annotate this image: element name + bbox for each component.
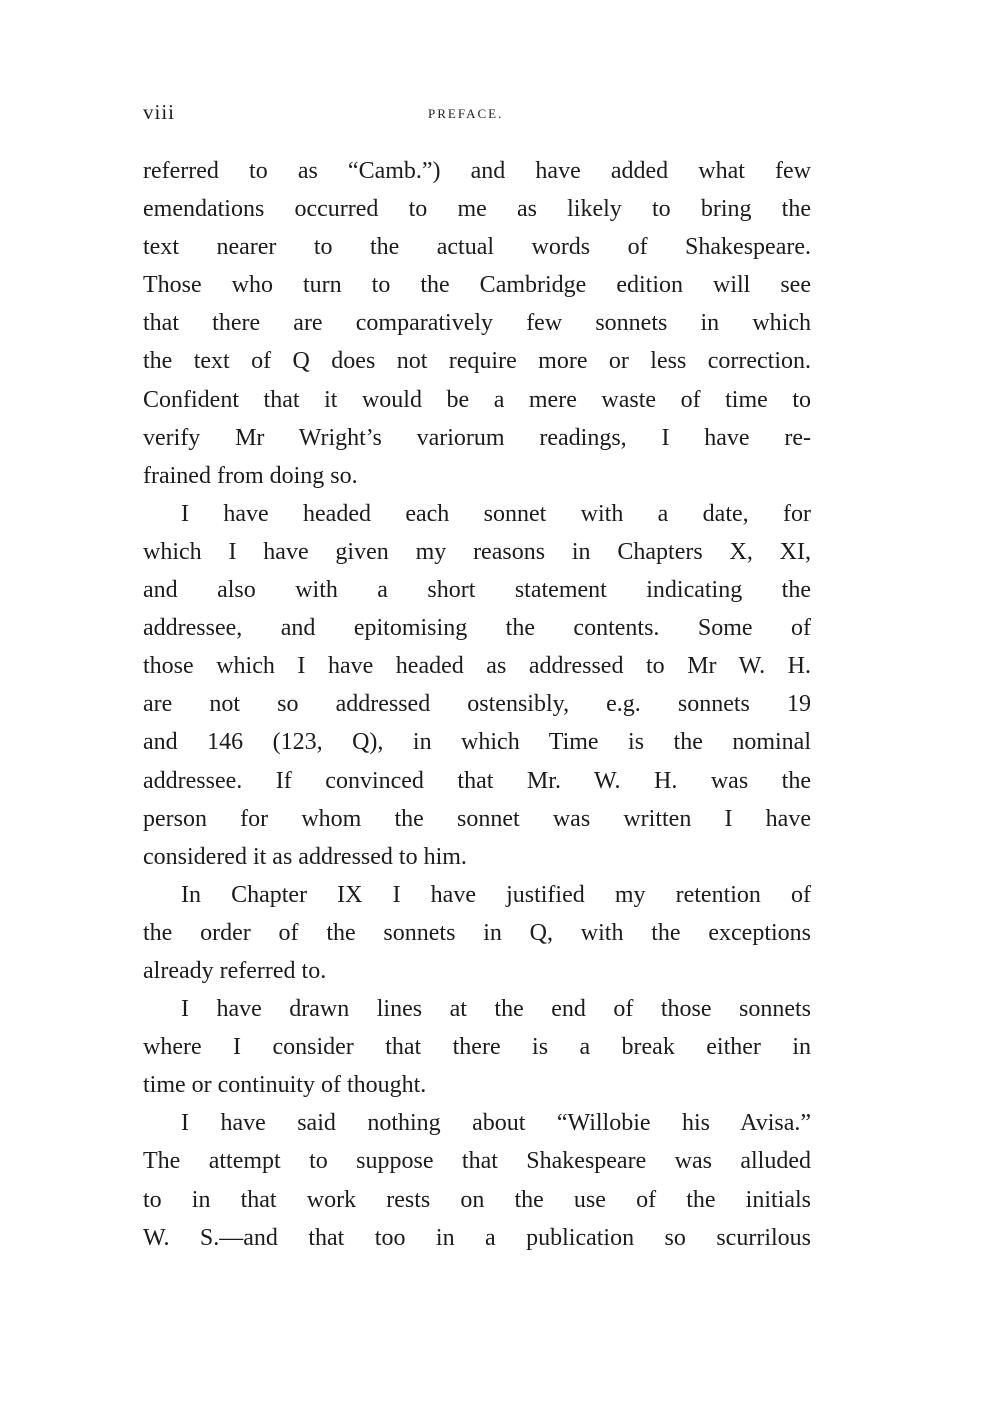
text-line: are not so addressed ostensibly, e.g. sonnets 19 — [143, 691, 811, 718]
text-line: where I consider that there is a break either in — [143, 1034, 811, 1061]
text-line: W. S.—and that too in a publication so scurrilous — [143, 1224, 811, 1251]
text-line: time or continuity of thought. — [143, 1072, 427, 1099]
text-line: frained from doing so. — [143, 462, 358, 489]
text-line: Those who turn to the Cambridge edition will see — [143, 272, 811, 299]
text-line: those which I have headed as addressed to Mr W. H. — [143, 653, 811, 680]
text-line: emendations occurred to me as likely to bring the — [143, 196, 811, 223]
text-line: which I have given my reasons in Chapters X, XI, — [143, 538, 811, 565]
text-line: I have headed each sonnet with a date, for — [181, 500, 811, 527]
page-header — [143, 100, 811, 136]
text-line: already referred to. — [143, 957, 327, 984]
text-line: verify Mr Wright’s variorum readings, I have re- — [143, 424, 811, 451]
text-line: referred to as “Camb.”) and have added what few — [143, 158, 811, 184]
text-line: the text of Q does not require more or less correction. — [143, 348, 811, 375]
text-line: the order of the sonnets in Q, with the exceptions — [143, 919, 811, 946]
text-line: In Chapter IX I have justified my retention of — [181, 881, 811, 908]
text-line: Confident that it would be a mere waste of time to — [143, 386, 811, 413]
page-number: viii — [143, 100, 176, 124]
text-line: I have drawn lines at the end of those sonnets — [181, 996, 811, 1023]
body-text — [143, 152, 811, 1257]
text-line: that there are comparatively few sonnets in which — [143, 310, 811, 337]
text-line: text nearer to the actual words of Shakespeare. — [143, 234, 811, 261]
text-line: to in that work rests on the use of the initials — [143, 1186, 811, 1213]
running-head: PREFACE. — [428, 106, 504, 121]
text-line: person for whom the sonnet was written I have — [143, 805, 811, 832]
text-line: considered it as addressed to him. — [143, 843, 467, 870]
text-line: and also with a short statement indicating the — [143, 577, 811, 604]
text-line: I have said nothing about “Willobie his Avisa.” — [181, 1110, 811, 1137]
text-line: The attempt to suppose that Shakespeare was alluded — [143, 1148, 811, 1175]
text-line: addressee, and epitomising the contents. Some of — [143, 615, 811, 642]
text-line: and 146 (123, Q), in which Time is the nominal — [143, 729, 811, 756]
text-line: addressee. If convinced that Mr. W. H. was the — [143, 767, 811, 794]
